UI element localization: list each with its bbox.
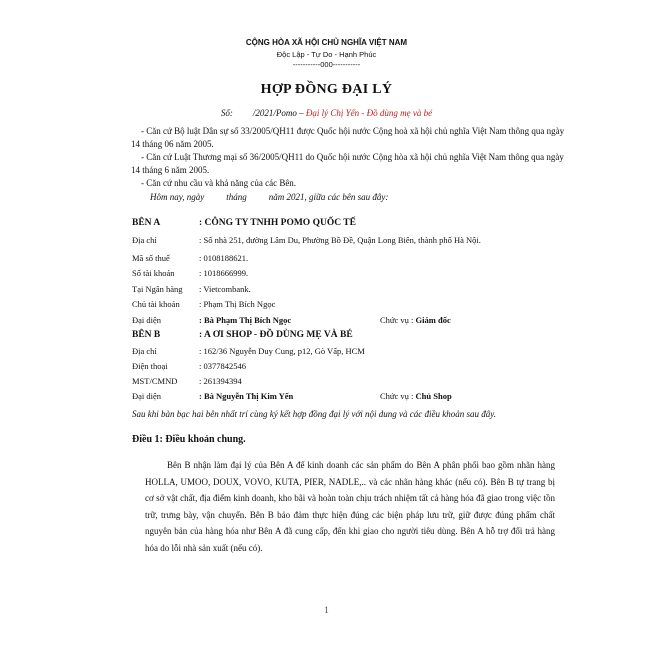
legal-basis-2: - Căn cứ Luật Thương mại số 36/2005/QH11 do Quốc hội nước Cộng hòa xã hội chủ nghĩa Việt Nam thông qua ngày 14 tháng 6 năm 2005. [131, 152, 564, 175]
doc-number-prefix: Số: [220, 108, 233, 118]
party-a-heading: BÊN A [132, 218, 161, 228]
position-label: Chức vụ : [380, 391, 414, 401]
party-a-label: Số tài khoản [132, 268, 175, 278]
article-1-title: Điều 1: Điều khoản chung. [132, 434, 246, 445]
position-value: Chủ Shop [415, 391, 452, 401]
party-a-value: : Số nhà 251, đường Lâm Du, Phường Bồ Đề, Quận Long Biên, thành phố Hà Nội. [199, 235, 481, 245]
party-a-value: : 1018666999. [199, 268, 249, 278]
party-b-value: : 261394394 [199, 376, 242, 386]
header-separator: -----------000----------- [292, 60, 361, 69]
party-b-label: Điện thoại [132, 361, 168, 371]
closing-statement: Sau khi bàn bạc hai bên nhất trí cùng ký kết hợp đồng đại lý với nội dung và các điều khoản sau đây. [132, 409, 497, 419]
party-a-position [380, 315, 451, 325]
party-b-rep-label: Đại diện [132, 391, 162, 401]
intro-month: tháng [226, 192, 247, 202]
page-number: 1 [324, 605, 329, 615]
party-a-label: Tại Ngân hàng [132, 284, 183, 294]
party-a-name: : CÔNG TY TNHH POMO QUỐC TẾ [199, 218, 356, 228]
legal-basis-1: - Căn cứ Bộ luật Dân sự số 33/2005/QH11 được Quốc hội nước Cộng hoà xã hội chủ nghĩa Việt Nam thông qua ngày 14 tháng 06 năm 2005. [131, 126, 565, 149]
party-b-name: : A ƠI SHOP - ĐỒ DÙNG MẸ VÀ BÉ [199, 330, 353, 340]
party-a-value: : 0108188621. [199, 253, 249, 263]
party-a-value: : Phạm Thị Bích Ngọc [199, 299, 276, 309]
party-b-label: MST/CMND [132, 376, 178, 386]
document-title: HỢP ĐỒNG ĐẠI LÝ [260, 82, 393, 97]
position-value: Giám đốc [415, 315, 451, 325]
intro-day: Hôm nay, ngày [150, 192, 205, 202]
party-a-rep-value: : Bà Phạm Thị Bích Ngọc [199, 315, 292, 325]
national-motto: Độc Lập - Tự Do - Hạnh Phúc [276, 50, 377, 59]
doc-number-value: /2021/Pomo – [252, 108, 304, 118]
doc-number-subject: Đại lý Chị Yến - Đồ dùng mẹ và bé [305, 108, 433, 118]
party-a-rep-label: Đại diện [132, 315, 162, 325]
party-b-heading: BÊN B [132, 330, 161, 340]
party-a-value: : Vietcombank. [199, 284, 251, 294]
party-b-position [380, 391, 452, 401]
intro-line [150, 192, 388, 202]
position-label: Chức vụ : [380, 315, 414, 325]
party-b-value: : 162/36 Nguyễn Duy Cung, p12, Gò Vấp, HCM [199, 346, 365, 356]
article-1-body: Bên B nhận làm đại lý của Bên A để kinh doanh các sản phẩm do Bên A phân phối bao gồm nhãn hàng HOLLA, UMOO, DOUX, VOVO, KUTA, PIER, NADLE,.. và các nhãn hàng khác (nếu có). Bên B tự trang bị cơ sở vật chất, địa điểm kinh doanh, kho bãi và hoàn toàn chịu trách nhiệm tất cả hàng hóa đã giao trong việc tồn trữ, trưng bày, vận chuyển. Bên B bảo đảm thực hiện đúng các biện pháp lưu trữ, giữ được đúng phẩm chất nguyên bản của hàng hóa như Bên A đã cung cấp, đến khi giao cho người tiêu dùng. Bên A hỗ trợ đổi trả hàng hóa do lỗi nhà sản xuất (nếu có). [145, 460, 555, 553]
party-a-label: Địa chỉ [132, 235, 157, 245]
intro-year: năm 2021, giữa các bên sau đây: [268, 192, 389, 202]
country-title: CỘNG HÒA XÃ HỘI CHỦ NGHĨA VIỆT NAM [245, 38, 408, 47]
party-b-value: : 0377842546 [199, 361, 246, 371]
legal-basis-3: - Căn cứ nhu cầu và khả năng của các Bên. [141, 178, 297, 188]
party-a-label: Mã số thuế [132, 253, 170, 263]
party-b-rep-value: : Bà Nguyễn Thị Kim Yến [199, 391, 294, 401]
party-a-label: Chủ tài khoản [132, 299, 180, 309]
document-number [0, 108, 653, 118]
party-b-label: Địa chỉ [132, 346, 157, 356]
